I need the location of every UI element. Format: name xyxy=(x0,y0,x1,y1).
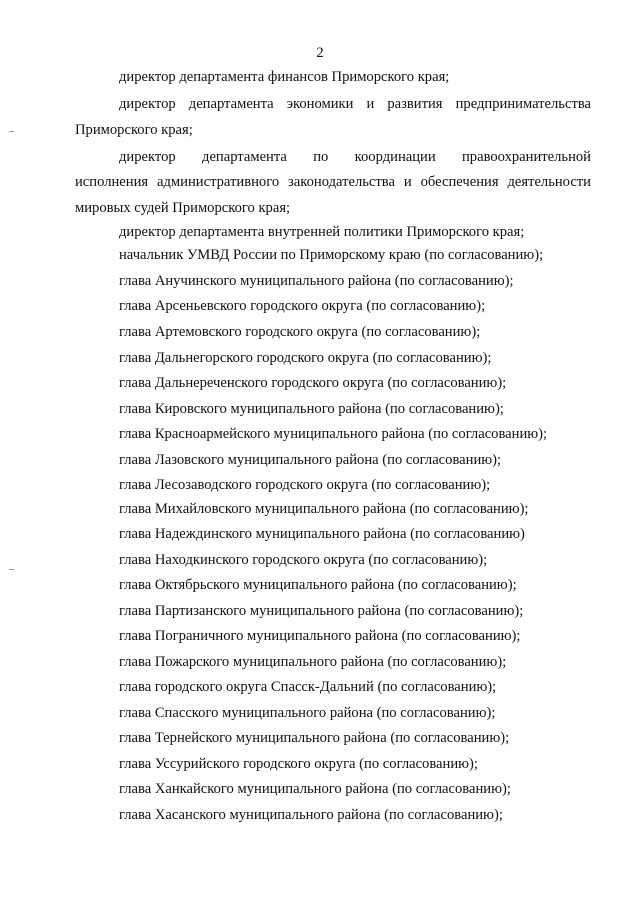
list-item: начальник УМВД России по Приморскому краю (по согласованию); xyxy=(119,247,544,263)
list-item: директор департамента финансов Приморского края; xyxy=(119,69,450,85)
list-item: глава Кировского муниципального района (по согласованию); xyxy=(119,401,504,417)
scan-mark xyxy=(9,131,14,132)
list-item: глава Лесозаводского городского округа (по согласованию); xyxy=(119,477,491,493)
list-item: глава Дальнереченского городского округа (по согласованию); xyxy=(119,375,507,391)
list-item: глава Партизанского муниципального района (по согласованию); xyxy=(119,603,524,619)
list-item: глава Спасского муниципального района (по согласованию); xyxy=(119,705,496,721)
list-item: глава Уссурийского городского округа (по согласованию); xyxy=(119,756,478,772)
list-item: глава Михайловского муниципального района (по согласованию); xyxy=(119,501,529,517)
list-item: глава Артемовского городского округа (по согласованию); xyxy=(119,324,481,340)
list-item: глава Арсеньевского городского округа (по согласованию); xyxy=(119,298,486,314)
list-item: директор департамента экономики и развития предпринимательства xyxy=(119,96,591,112)
list-item: глава Дальнегорского городского округа (по согласованию); xyxy=(119,350,492,366)
list-item: глава Тернейского муниципального района (по согласованию); xyxy=(119,730,510,746)
list-item: глава Надеждинского муниципального района (по согласованию) xyxy=(119,526,525,542)
list-item-continuation: мировых судей Приморского края; xyxy=(75,200,291,216)
list-item: директор департамента по координации правоохранительной xyxy=(119,149,591,165)
list-item-continuation: Приморского края; xyxy=(75,122,193,138)
list-item: глава Пожарского муниципального района (по согласованию); xyxy=(119,654,507,670)
list-item: глава Анучинского муниципального района (по согласованию); xyxy=(119,273,514,289)
list-item: глава Ханкайского муниципального района (по согласованию); xyxy=(119,781,511,797)
list-item: глава Красноармейского муниципального района (по согласованию); xyxy=(119,426,548,442)
list-item: директор департамента внутренней политики Приморского края; xyxy=(119,224,525,240)
list-item: глава Находкинского городского округа (по согласованию); xyxy=(119,552,488,568)
page-number: 2 xyxy=(316,45,324,61)
scan-mark xyxy=(9,569,14,570)
list-item: глава городского округа Спасск-Дальний (по согласованию); xyxy=(119,679,497,695)
list-item: глава Октябрьского муниципального района (по согласованию); xyxy=(119,577,517,593)
list-item: глава Хасанского муниципального района (по согласованию); xyxy=(119,807,503,823)
list-item: глава Пограничного муниципального района (по согласованию); xyxy=(119,628,521,644)
list-item: глава Лазовского муниципального района (по согласованию); xyxy=(119,452,502,468)
list-item-continuation: исполнения административного законодательства и обеспечения деятельности xyxy=(75,174,591,190)
